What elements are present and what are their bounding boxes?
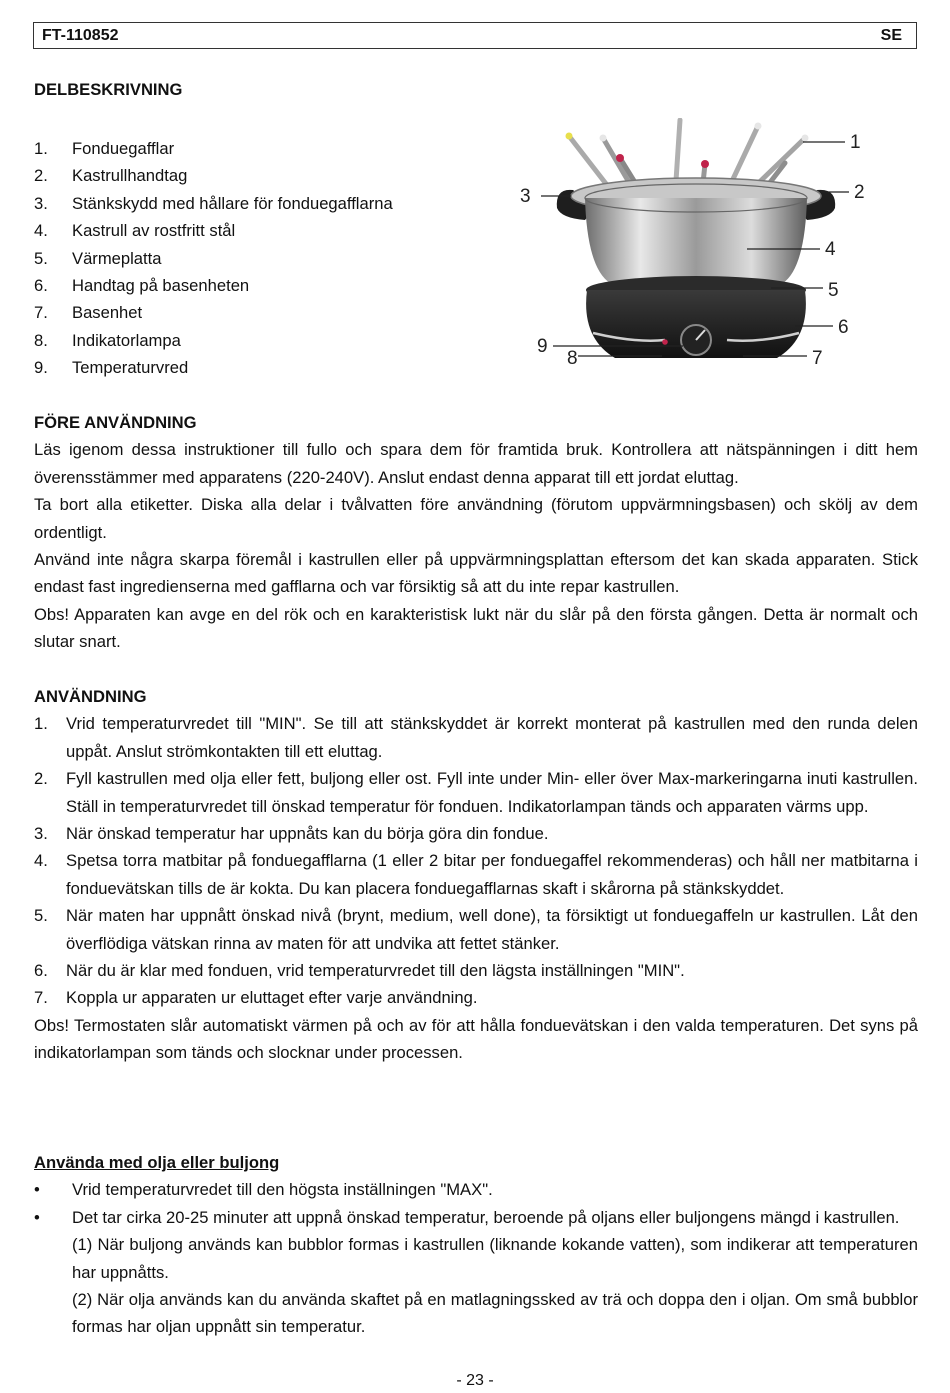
usage-step-text: Koppla ur apparaten ur eluttaget efter varje användning. (66, 988, 478, 1008)
usage-step-number: 5. (34, 906, 48, 926)
usage-step-number: 3. (34, 824, 48, 844)
parts-list-item (34, 272, 494, 299)
callout-1: 1 (850, 132, 861, 153)
bullet-text: Det tar cirka 20-25 minuter att uppnå önskad temperatur, beroende på oljans eller buljongens mängd i kastrullen. (72, 1207, 900, 1227)
usage-note: Obs! Termostaten slår automatiskt värmen på och av för att hålla fonduevätskan i den valda temperaturen. Det syns på indikatorlampan som tänds och slocknar under processen. (34, 1015, 918, 1063)
callout-2: 2 (854, 182, 865, 203)
parts-list-item (34, 135, 494, 162)
parts-item-number: 1. (34, 139, 48, 158)
page-header (33, 22, 917, 49)
indicator-lamp (662, 339, 668, 345)
parts-item-label: Kastrull av rostfritt stål (72, 221, 236, 241)
usage-heading: ANVÄNDNING (34, 687, 147, 706)
usage-step-number: 1. (34, 714, 48, 734)
bullet: • (34, 1180, 40, 1200)
parts-list-item (34, 354, 494, 381)
parts-item-label: Indikatorlampa (72, 330, 181, 350)
list-item (34, 1204, 918, 1231)
usage-step-text: Vrid temperaturvredet till "MIN". Se till att stänkskyddet är korrekt monterat på kastrullen med den runda delen uppåt. Anslut strömkontakten till ett eluttag. (66, 714, 918, 761)
sub-paragraph: (2) När olja används kan du använda skaftet på en matlagningssked av trä och doppa den i oljan. Om små bubblor formas har oljan uppnått sin temperatur. (72, 1290, 918, 1337)
usage-step (34, 847, 918, 902)
parts-item-label: Temperaturvred (72, 358, 189, 378)
page-number: - 23 - (456, 1372, 494, 1389)
callout-6: 6 (838, 317, 849, 338)
parts-item-number: 8. (34, 330, 48, 350)
parts-item-label: Fonduegafflar (72, 139, 175, 158)
parts-item-number: 4. (34, 221, 48, 241)
callout-8: 8 (567, 348, 578, 369)
model-number: FT-110852 (42, 26, 119, 44)
parts-list-item (34, 162, 494, 189)
usage-steps-list (34, 710, 918, 1011)
oil-broth-section (34, 1149, 918, 1341)
usage-section (34, 683, 918, 1067)
stainless-pot (585, 198, 807, 283)
usage-step-number: 6. (34, 961, 48, 981)
oil-broth-heading: Använda med olja eller buljong (34, 1153, 280, 1172)
before-use-paragraph: Använd inte några skarpa föremål i kastrullen eller på uppvärmningsplattan eftersom det kan skada apparaten. Stick endast fast ingredienserna med gafflarna och var försiktig så att du inte repar kastrullen. (34, 550, 918, 597)
list-item (34, 1176, 918, 1203)
callout-4: 4 (825, 239, 836, 260)
usage-step (34, 820, 918, 847)
parts-list-item (34, 190, 494, 217)
bullet-text: Vrid temperaturvredet till den högsta inställningen "MAX". (72, 1180, 493, 1200)
parts-item-label: Stänkskydd med hållare för fonduegafflarna (72, 193, 393, 213)
bullet: • (34, 1207, 40, 1227)
usage-step-number: 7. (34, 988, 48, 1008)
parts-list-item (34, 245, 494, 272)
usage-step-text: När önskad temperatur har uppnåts kan du börja göra din fondue. (66, 824, 549, 844)
parts-list (34, 135, 494, 382)
before-use-section (34, 409, 918, 656)
before-use-paragraph: Ta bort alla etiketter. Diska alla delar i tvålvatten före användning (förutom uppvärmningsbasen) och skölj av dem ordentligt. (34, 495, 918, 542)
before-use-heading: FÖRE ANVÄNDNING (34, 413, 197, 432)
usage-step-text: Spetsa torra matbitar på fonduegafflarna (1 eller 2 bitar per fonduegaffel rekommenderas) och håll ner matbitarna i fonduevätskan tills de är kokta. Du kan placera fonduegafflarnas skaft i skårorna på stänkskyddet. (66, 851, 918, 898)
callout-7: 7 (812, 348, 823, 369)
usage-step-text: Fyll kastrullen med olja eller fett, buljong eller ost. Fyll inte under Min- eller över Max-markeringarna inuti kastrullen. Ställ in temperaturvredet till önskad temperatur för fonduen. Indikatorlampan tänds och apparaten värms upp. (66, 769, 918, 816)
parts-heading: DELBESKRIVNING (34, 80, 183, 99)
usage-step-number: 2. (34, 769, 48, 789)
callout-3: 3 (520, 186, 531, 207)
parts-item-label: Värmeplatta (72, 248, 162, 268)
fondue-set-illustration (515, 118, 880, 388)
parts-item-number: 6. (34, 275, 48, 295)
parts-list-item (34, 217, 494, 244)
callout-9: 9 (537, 336, 548, 357)
parts-item-label: Kastrullhandtag (72, 166, 188, 186)
usage-step (34, 902, 918, 957)
parts-item-number: 2. (34, 166, 48, 186)
parts-list-item (34, 327, 494, 354)
before-use-paragraph: Obs! Apparaten kan avge en del rök och en karakteristisk lukt när du slår på den första gången. Detta är normalt och slutar snart. (34, 604, 918, 652)
parts-item-number: 5. (34, 248, 48, 268)
usage-step-text: När maten har uppnått önskad nivå (brynt, medium, well done), ta försiktigt ut fonduegaffeln ur kastrullen. Låt den överflödiga vätskan rinna av maten för att undvika att fettet stänker. (66, 906, 918, 953)
usage-step (34, 957, 918, 984)
parts-item-label: Handtag på basenheten (72, 275, 250, 295)
callout-5: 5 (828, 280, 839, 301)
usage-step (34, 765, 918, 820)
usage-step-text: När du är klar med fonduen, vrid temperaturvredet till den lägsta inställningen "MIN". (66, 961, 685, 981)
parts-item-number: 7. (34, 303, 48, 323)
usage-step-number: 4. (34, 851, 48, 871)
before-use-paragraph: Läs igenom dessa instruktioner till fullo och spara dem för framtida bruk. Kontrollera att nätspänningen i ditt hem överensstämmer med apparatens (220-240V). Anslut endast denna apparat till ett jordat eluttag. (34, 440, 918, 487)
usage-step (34, 984, 918, 1011)
language-code: SE (880, 26, 902, 44)
parts-list-item (34, 299, 494, 326)
parts-item-number: 3. (34, 193, 48, 213)
usage-step (34, 710, 918, 765)
sub-paragraph: (1) När buljong används kan bubblor formas i kastrullen (liknande kokande vatten), som indikerar att temperaturen har uppnåtts. (72, 1235, 918, 1282)
parts-item-number: 9. (34, 358, 48, 378)
parts-item-label: Basenhet (72, 303, 143, 323)
